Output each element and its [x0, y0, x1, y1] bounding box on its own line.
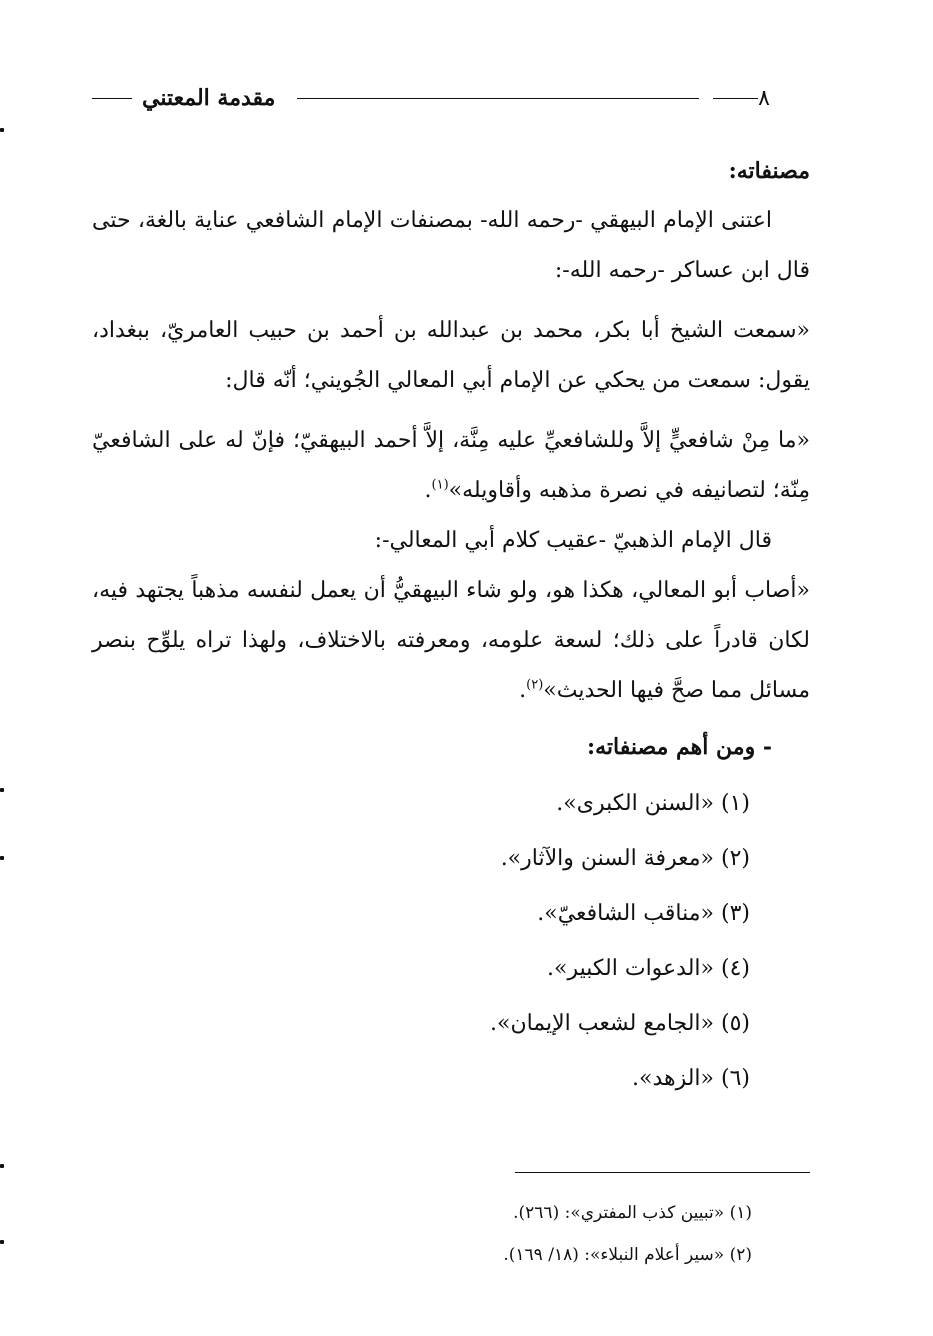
juwayni-quote-end: . — [424, 478, 432, 503]
section-title: مصنفاته: — [728, 158, 810, 184]
header-rule-right — [713, 98, 758, 99]
footnote-separator — [515, 1172, 810, 1173]
footnote-2: (٢) «سير أعلام النبلاء»: (١٨/ ١٦٩). — [503, 1245, 752, 1265]
running-title: مقدمة المعتني — [142, 85, 276, 111]
page-header — [92, 78, 810, 118]
works-heading: - ومن أهم مصنفاته: — [587, 734, 772, 760]
juwayni-quote — [92, 416, 810, 516]
list-item: (٢) «معرفة السنن والآثار». — [500, 846, 750, 871]
scan-edge-mark — [0, 856, 4, 860]
list-item: (٦) «الزهد». — [631, 1066, 750, 1091]
scan-edge-mark — [0, 788, 4, 792]
list-item: (١) «السنن الكبرى». — [556, 791, 750, 816]
footnote-ref-1: (١) — [431, 477, 449, 493]
list-item: (٤) «الدعوات الكبير». — [547, 956, 750, 981]
header-rule-left — [92, 98, 132, 99]
intro-paragraph: اعتنى الإمام البيهقي -رحمه الله- بمصنفات الإمام الشافعي عناية بالغة، حتى قال ابن عساكر -رحمه الله-: — [92, 208, 810, 283]
juwayni-quote-text: «ما مِنْ شافعيٍّ إلاَّ وللشافعيِّ عليه مِنَّة، إلاَّ أحمد البيهقيّ؛ فإنّ له على الشافعيّ مِنّة؛ لتصانيفه في نصرة مذهبه وأقاويله» — [92, 428, 810, 503]
ibn-asakir-quote: «سمعت الشيخ أبا بكر، محمد بن عبدالله بن أحمد بن حبيب العامريّ، ببغداد، يقول: سمعت من يحكي عن الإمام أبي المعالي الجُويني؛ أنّه قال: — [92, 318, 810, 393]
scan-edge-mark — [0, 1240, 4, 1244]
dhahabi-quote — [92, 566, 810, 716]
dhahabi-quote-text: «أصاب أبو المعالي، هكذا هو، ولو شاء البيهقيُّ أن يعمل لنفسه مذهباً يجتهد فيه، لكان قادراً على ذلك؛ لسعة علومه، ومعرفته بالاختلاف، ولهذا تراه يلوِّح بنصر مسائل مما صحَّ فيها الحديث» — [92, 578, 810, 703]
dhahabi-quote-end: . — [519, 678, 527, 703]
footnotes — [92, 1192, 752, 1276]
footnote-1: (١) «تبيين كذب المفتري»: (٢٦٦). — [513, 1203, 752, 1223]
page-number: ٨ — [758, 85, 770, 111]
list-item: (٣) «مناقب الشافعيّ». — [537, 901, 750, 926]
header-rule-middle — [297, 98, 699, 99]
list-item: (٥) «الجامع لشعب الإيمان». — [489, 1011, 750, 1036]
page-body — [92, 146, 810, 1106]
scan-edge-mark — [0, 128, 4, 132]
scan-edge-mark — [0, 1164, 4, 1168]
footnote-ref-2: (٢) — [526, 677, 544, 693]
dhahabi-intro: قال الإمام الذهبيّ -عقيب كلام أبي المعالي-: — [374, 528, 772, 553]
works-list — [92, 776, 810, 1106]
